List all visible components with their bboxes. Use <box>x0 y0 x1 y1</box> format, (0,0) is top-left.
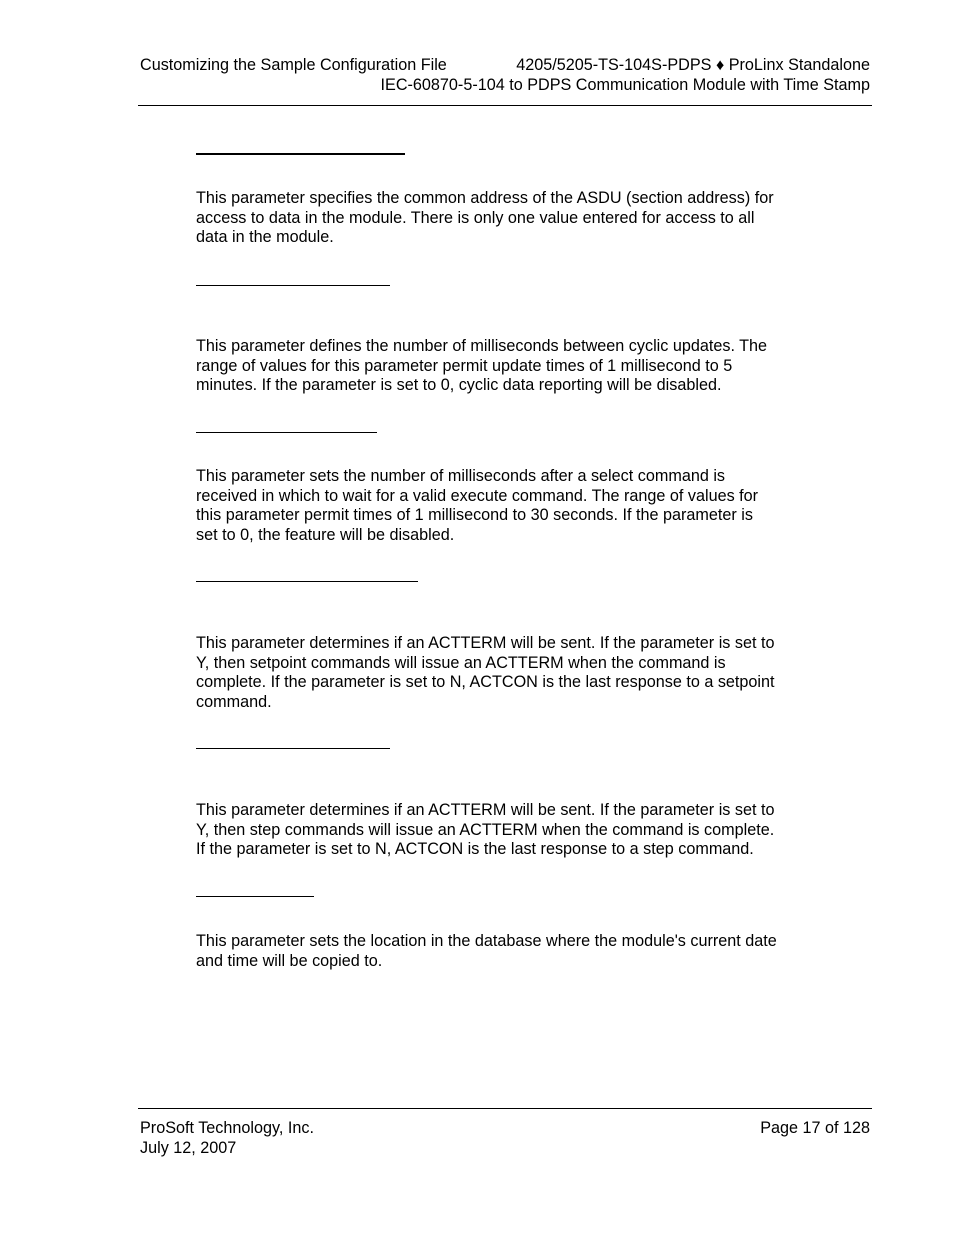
header-product: 4205/5205-TS-104S-PDPS ♦ ProLinx Standalone <box>516 56 870 74</box>
footer-divider <box>138 1108 872 1109</box>
parameter-description-1: This parameter specifies the common address of the ASDU (section address) for access to data in the module. There is only one value entered for access to all data in the module. <box>196 189 774 247</box>
header-module-description: IEC-60870-5-104 to PDPS Communication Module with Time Stamp <box>380 75 870 94</box>
header-section-title: Customizing the Sample Configuration File <box>140 56 447 74</box>
parameter-heading-rule-3 <box>196 432 377 433</box>
parameter-heading-rule-2 <box>196 285 390 286</box>
parameter-description-2: This parameter defines the number of milliseconds between cyclic updates. The range of values for this parameter permit update times of 1 millisecond to 5 minutes. If the parameter is set to 0, cyclic data reporting will be disabled. <box>196 337 768 395</box>
parameter-description-3: This parameter sets the number of milliseconds after a select command is received in which to wait for a valid execute command. The range of values for this parameter permit times of 1 millisecond to 30 seconds. If the parameter is set to 0, the feature will be disabled. <box>196 467 759 545</box>
parameter-heading-rule-5 <box>196 748 390 749</box>
parameter-description-6: This parameter sets the location in the database where the module's current date and time will be copied to. <box>196 932 777 970</box>
footer-company: ProSoft Technology, Inc. <box>140 1119 314 1137</box>
parameter-heading-rule-6 <box>196 896 314 897</box>
header-divider <box>138 105 872 106</box>
parameter-heading-rule-4 <box>196 581 418 582</box>
footer-date: July 12, 2007 <box>140 1138 237 1157</box>
footer-page-number: Page 17 of 128 <box>760 1119 870 1137</box>
parameter-description-5: This parameter determines if an ACTTERM will be sent. If the parameter is set to Y, then step commands will issue an ACTTERM when the command is complete. If the parameter is set to N, ACTCON is the last response to a step command. <box>196 801 775 859</box>
parameter-description-4: This parameter determines if an ACTTERM will be sent. If the parameter is set to Y, then setpoint commands will issue an ACTTERM when the command is complete. If the parameter is set to N, ACTCON is the last response to a setpoint command. <box>196 634 775 712</box>
parameter-heading-rule-1 <box>196 153 405 155</box>
page-footer <box>140 1119 870 1158</box>
page-header <box>138 56 872 95</box>
